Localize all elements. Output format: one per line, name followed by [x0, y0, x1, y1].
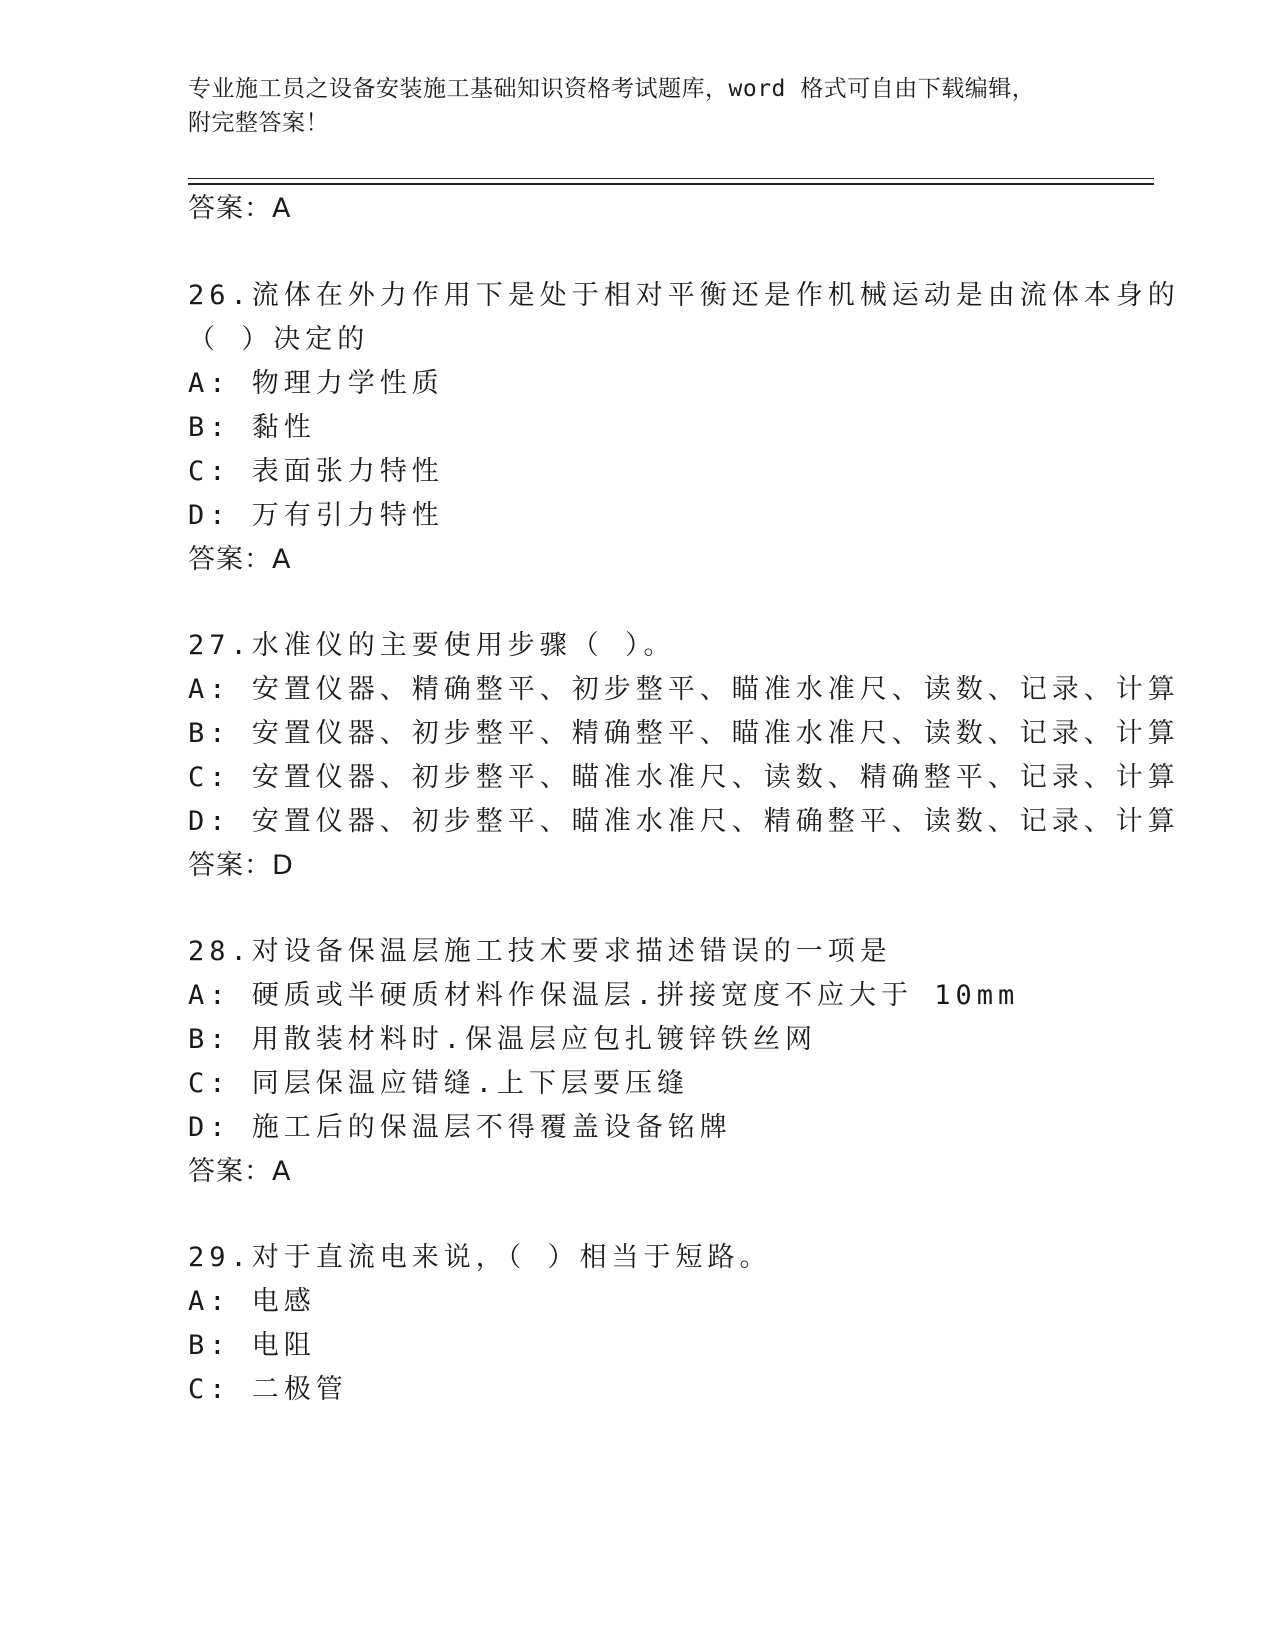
question-28-option-c: C: 同层保温应错缝.上下层要压缝: [188, 1068, 690, 1099]
question-29-option-c: C: 二极管: [188, 1374, 348, 1405]
question-27-option-b: B: 安置仪器、初步整平、精确整平、瞄准水准尺、读数、记录、计算: [188, 718, 1180, 749]
question-27-stem: 27.水准仪的主要使用步骤（ ）。: [188, 630, 676, 661]
question-26-stem-line-2: （ ）决定的: [188, 324, 370, 355]
question-29-option-b: B: 电阻: [188, 1330, 316, 1361]
question-26-option-a: A: 物理力学性质: [188, 368, 444, 399]
question-26-option-d: D: 万有引力特性: [188, 500, 444, 531]
question-28-option-d: D: 施工后的保温层不得覆盖设备铭牌: [188, 1112, 732, 1143]
question-26-option-c: C: 表面张力特性: [188, 456, 444, 487]
question-27-option-c: C: 安置仪器、初步整平、瞄准水准尺、读数、精确整平、记录、计算: [188, 762, 1180, 793]
header-line-1: 专业施工员之设备安装施工基础知识资格考试题库，word 格式可自由下载编辑，: [188, 76, 1036, 102]
header-divider-thick: [188, 183, 1154, 185]
question-29-stem: 29.对于直流电来说，（ ）相当于短路。: [188, 1242, 772, 1273]
header-divider-thin: [188, 178, 1154, 179]
question-28-option-a: A: 硬质或半硬质材料作保温层.拼接宽度不应大于 10mm: [188, 980, 1020, 1011]
question-26-answer: 答案：A: [188, 544, 292, 575]
question-26-option-b: B: 黏性: [188, 412, 316, 443]
question-27-option-a: A: 安置仪器、精确整平、初步整平、瞄准水准尺、读数、记录、计算: [188, 674, 1180, 705]
previous-answer: 答案：A: [188, 193, 292, 224]
question-28-answer: 答案：A: [188, 1156, 292, 1187]
question-27-option-d: D: 安置仪器、初步整平、瞄准水准尺、精确整平、读数、记录、计算: [188, 806, 1180, 837]
question-29-option-a: A: 电感: [188, 1286, 316, 1317]
question-28-option-b: B: 用散装材料时.保温层应包扎镀锌铁丝网: [188, 1024, 818, 1055]
document-header: [188, 72, 1088, 140]
question-28-stem: 28.对设备保温层施工技术要求描述错误的一项是: [188, 936, 892, 967]
header-line-2: 附完整答案！: [188, 110, 329, 136]
question-26-stem-line-1: 26.流体在外力作用下是处于相对平衡还是作机械运动是由流体本身的: [188, 280, 1180, 311]
question-27-answer: 答案：D: [188, 850, 294, 881]
